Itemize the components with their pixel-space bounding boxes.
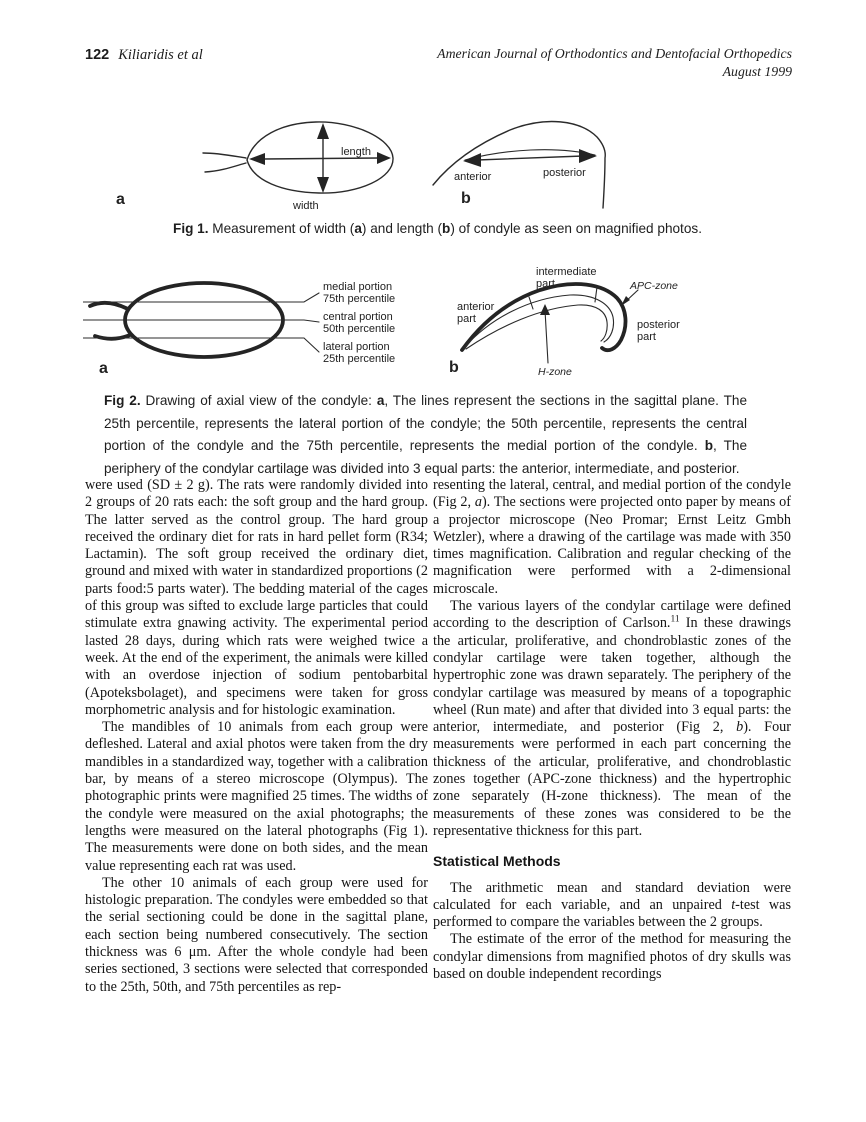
anterior-posterior-arrow	[477, 156, 583, 160]
header-left	[85, 47, 203, 64]
caption-text: , The lines represent the sections in the sagittal plane. The 25th percentile, represents the lateral portion of the condyle; the 50th percentile, represents the central portion of the condyle and the 75th percentile, represents the medial portion of the condyle.	[104, 393, 748, 454]
text-segment: The various layers of the condylar cartilage were defined according to the description of Carlson.	[433, 598, 791, 632]
fig1-drawing-b	[425, 112, 615, 214]
condyle-neck-curve	[90, 303, 128, 309]
text-segment: In these drawings the articular, proliferative, and chondroblastic zones of the condylar cartilage were taken together, although the hypertrophic zone was drawn separately. The periphery of the condylar cartilage was measured by means of a topographic wheel (Run mate) and after that divided into 3 equal parts: the anterior, intermediate, and posterior (Fig 2,	[433, 615, 792, 736]
arrowhead-icon	[621, 296, 630, 306]
paragraph	[433, 880, 791, 932]
journal-issue: August 1999	[722, 63, 792, 79]
anterior-label: anterior	[454, 171, 492, 183]
intermediate-part-label2: part	[536, 278, 555, 290]
section-line-75th	[83, 293, 319, 302]
fig1-letter-b: b	[461, 190, 471, 207]
medial-portion-label: medial portion	[323, 281, 393, 293]
journal-title: American Journal of Orthodontics and Dentofacial Orthopedics	[437, 46, 792, 61]
italic-a: a	[474, 494, 482, 511]
percentile-50-label: 50th percentile	[323, 323, 396, 335]
condyle-neck-line	[203, 153, 246, 158]
paragraph: were used (SD ± 2 g). The rats were randomly divided into 2 groups of 20 rats each: the soft group and the hard group. The latter served as the control group. The hard group received the ordinary diet for rats in hard pellet form (R34; Lactamin). The soft group received the ordinary diet, ground and mixed with water in standardized proportions (2 parts food:5 parts water). The bedding material of the cages of this group was sifted to exclude large particles that could stimulate extra gnawing activity. The experimental period lasted 28 days, during which rats were weighed twice a week. At the end of the experiment, the animals were killed with an overdose injection of sodium pentobarbital (Apoteksbolaget), and specimens were taken for gross morphometric analysis and for histologic examination.	[85, 477, 428, 718]
fig1-caption-tag: Fig 1.	[173, 221, 209, 236]
width-arrow	[263, 158, 379, 159]
caption-text: , The periphery of the condylar cartilage was divided into 3 equal parts: the anterior, intermediate, and posterior.	[104, 438, 748, 476]
caption-text: Measurement of width (	[208, 221, 355, 236]
paragraph	[433, 477, 791, 598]
fig2-caption	[104, 390, 747, 480]
fig1-drawing-a	[195, 108, 405, 212]
fig2-letter-a: a	[99, 360, 108, 377]
percentile-75-label: 75th percentile	[323, 293, 396, 305]
lateral-portion-label: lateral portion	[323, 341, 390, 353]
intermediate-part-label: intermediate	[536, 266, 597, 278]
text-segment: resenting the lateral, central, and medial portion of the condyle (Fig 2,	[433, 477, 791, 511]
caption-text: ) and length (	[361, 221, 443, 236]
condyle-profile-outline	[433, 122, 605, 208]
length-label: length	[341, 146, 371, 158]
text-segment: ). Four measurements were performed in each part concerning the thickness of the articular, proliferative, and chondroblastic zones together (APC-zone thickness) and the hypertrophic zone separately (H-zone thickness). The mean of the measurements of these zones was considered to be the representative thickness for this part.	[433, 719, 791, 839]
caption-bold-b: b	[442, 221, 451, 236]
caption-bold-a: a	[354, 221, 362, 236]
fig2-drawing-a	[83, 266, 428, 378]
paragraph	[433, 598, 791, 840]
arrowhead-icon	[579, 149, 597, 163]
arrowhead-icon	[317, 123, 329, 139]
h-zone-arrow	[545, 310, 548, 363]
fig1-letter-a: a	[116, 191, 125, 208]
arrowhead-icon	[317, 177, 329, 193]
arrowhead-icon	[377, 152, 391, 164]
fig2-drawing-b	[445, 260, 770, 378]
posterior-part-label: posterior	[637, 319, 680, 331]
caption-bold-a: a	[376, 393, 385, 408]
text-segment: The arithmetic mean and standard deviation were calculated for each variable, and an unpaired	[433, 879, 791, 913]
paragraph: The mandibles of 10 animals from each group were defleshed. Lateral and axial photos were taken from the dry mandibles in a standardized way, together with a calibration bar, by means of a stereo microscope (Olympus). The photographic prints were magnified 25 times. The widths of the condyle were measured on the axial photographs; the lengths were measured on the lateral photographs (Fig 1). The measurements were done on both sides, and the mean value representing each rat was used.	[85, 719, 428, 874]
page-number: 122	[85, 47, 110, 63]
percentile-25-label: 25th percentile	[323, 353, 396, 365]
italic-t: t	[731, 896, 736, 913]
reference-superscript: 11	[670, 614, 680, 625]
left-column	[85, 477, 428, 996]
condyle-neck-line	[205, 163, 246, 172]
arrowhead-icon	[249, 153, 265, 165]
cartilage-outer-outline	[462, 284, 626, 350]
italic-b: b	[736, 719, 744, 736]
apc-zone-label: APC-zone	[630, 280, 678, 292]
fig1-caption	[85, 221, 790, 236]
right-column	[433, 477, 791, 983]
caption-bold-b: b	[704, 438, 713, 454]
section-heading: Statistical Methods	[433, 853, 561, 870]
anterior-part-label2: part	[457, 313, 476, 325]
paragraph: The estimate of the error of the method for measuring the condylar dimensions from magnified photos of dry skulls was based on double independent recordings	[433, 931, 791, 983]
posterior-part-label2: part	[637, 331, 656, 343]
text-segment: ). The sections were projected onto paper by means of a projector microscope (Neo Promar; Ernst Leitz Gmbh Wetzler), where a drawing of the cartilage was made with 350 times magnification. Calibration and regular checking of the magnification were performed with a 2-dimensional microscale.	[433, 494, 791, 597]
posterior-label: posterior	[543, 167, 586, 179]
caption-text: Drawing of axial view of the condyle:	[140, 393, 377, 408]
width-label: width	[293, 200, 319, 212]
header-right	[437, 45, 792, 80]
h-zone-label: H-zone	[538, 366, 572, 378]
central-portion-label: central portion	[323, 311, 393, 323]
anterior-part-label: anterior	[457, 301, 495, 313]
fig2-letter-b: b	[449, 359, 459, 376]
text-segment: -test was performed to compare the variables between the 2 groups.	[433, 896, 791, 931]
paragraph: The other 10 animals of each group were used for histologic preparation. The condyles were embedded so that the serial sectioning could be done in the sagittal plane, each section being numbered consecutively. The section thickness was 6 μm. After the whole condyle had been series sectioned, 3 sections were selected that corresponded to the 25th, 50th, and 75th percentiles as rep-	[85, 874, 428, 995]
fig2-caption-tag: Fig 2.	[104, 393, 141, 408]
running-authors: Kiliaridis et al	[118, 47, 203, 63]
caption-text: ) of condyle as seen on magnified photos.	[450, 221, 702, 236]
